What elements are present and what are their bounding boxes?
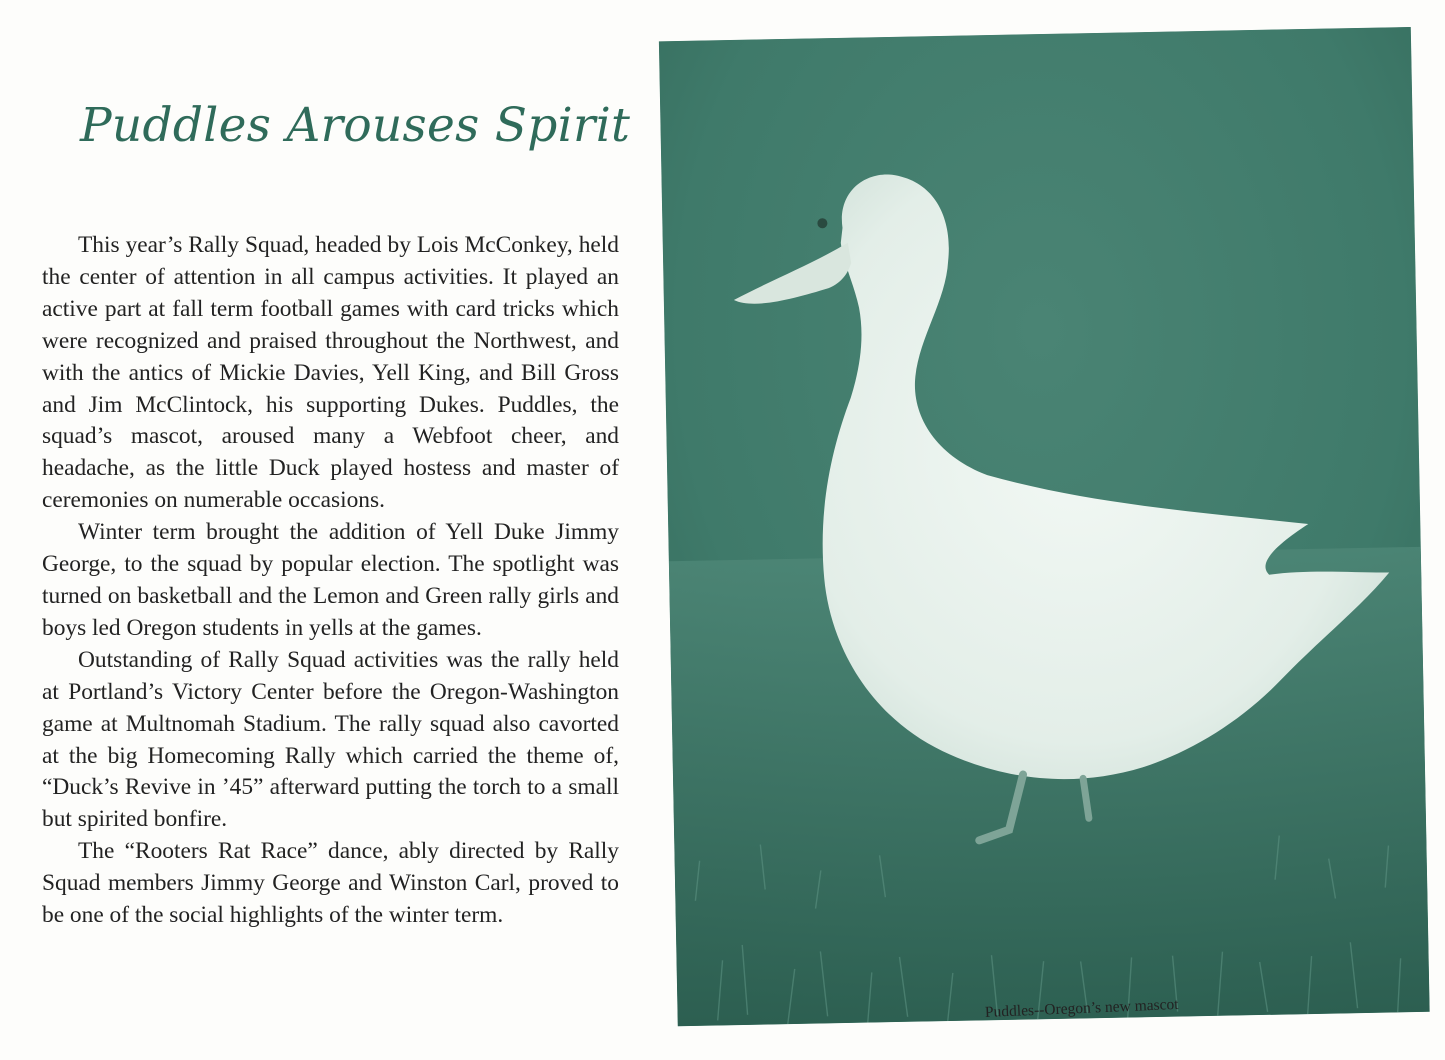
mascot-photo-frame [658, 0, 1438, 1032]
article-paragraph: The “Rooters Rat Race” dance, ably directed by Rally Squad members Jimmy George and Winston Carl, proved to be one of the social highlights of the winter term. [42, 838, 619, 929]
article-body [42, 230, 619, 932]
photo-caption: Puddles--Oregon’s new mascot [984, 995, 1179, 1021]
article-paragraph: This year’s Rally Squad, headed by Lois McConkey, held the center of attention in all campus activities. It played an active part at fall term football games with card tricks which were recognized and praised throughout the Northwest, and with the antics of Mickie Davies, Yell King, and Bill Gross and Jim McClintock, his supporting Dukes. Puddles, the squad’s mascot, aroused many a Webfoot cheer, and headache, as the little Duck played hostess and master of ceremonies on numerable occasions. [42, 232, 619, 514]
article-paragraph: Winter term brought the addition of Yell Duke Jimmy George, to the squad by popular election. The spotlight was turned on basketball and the Lemon and Green rally girls and boys led Oregon students in yells at the games. [42, 519, 619, 641]
page-title: Puddles Arouses Spirit [80, 98, 631, 153]
article-paragraph: Outstanding of Rally Squad activities was the rally held at Portland’s Victory Center before the Oregon-Washington game at Multnomah Stadium. The rally squad also cavorted at the big Homecoming Rally which carried the theme of, “Duck’s Revive in ’45” afterward putting the torch to a small but spirited bonfire. [42, 646, 619, 833]
duck-illustration [659, 27, 1430, 1026]
mascot-photo [659, 27, 1430, 1026]
